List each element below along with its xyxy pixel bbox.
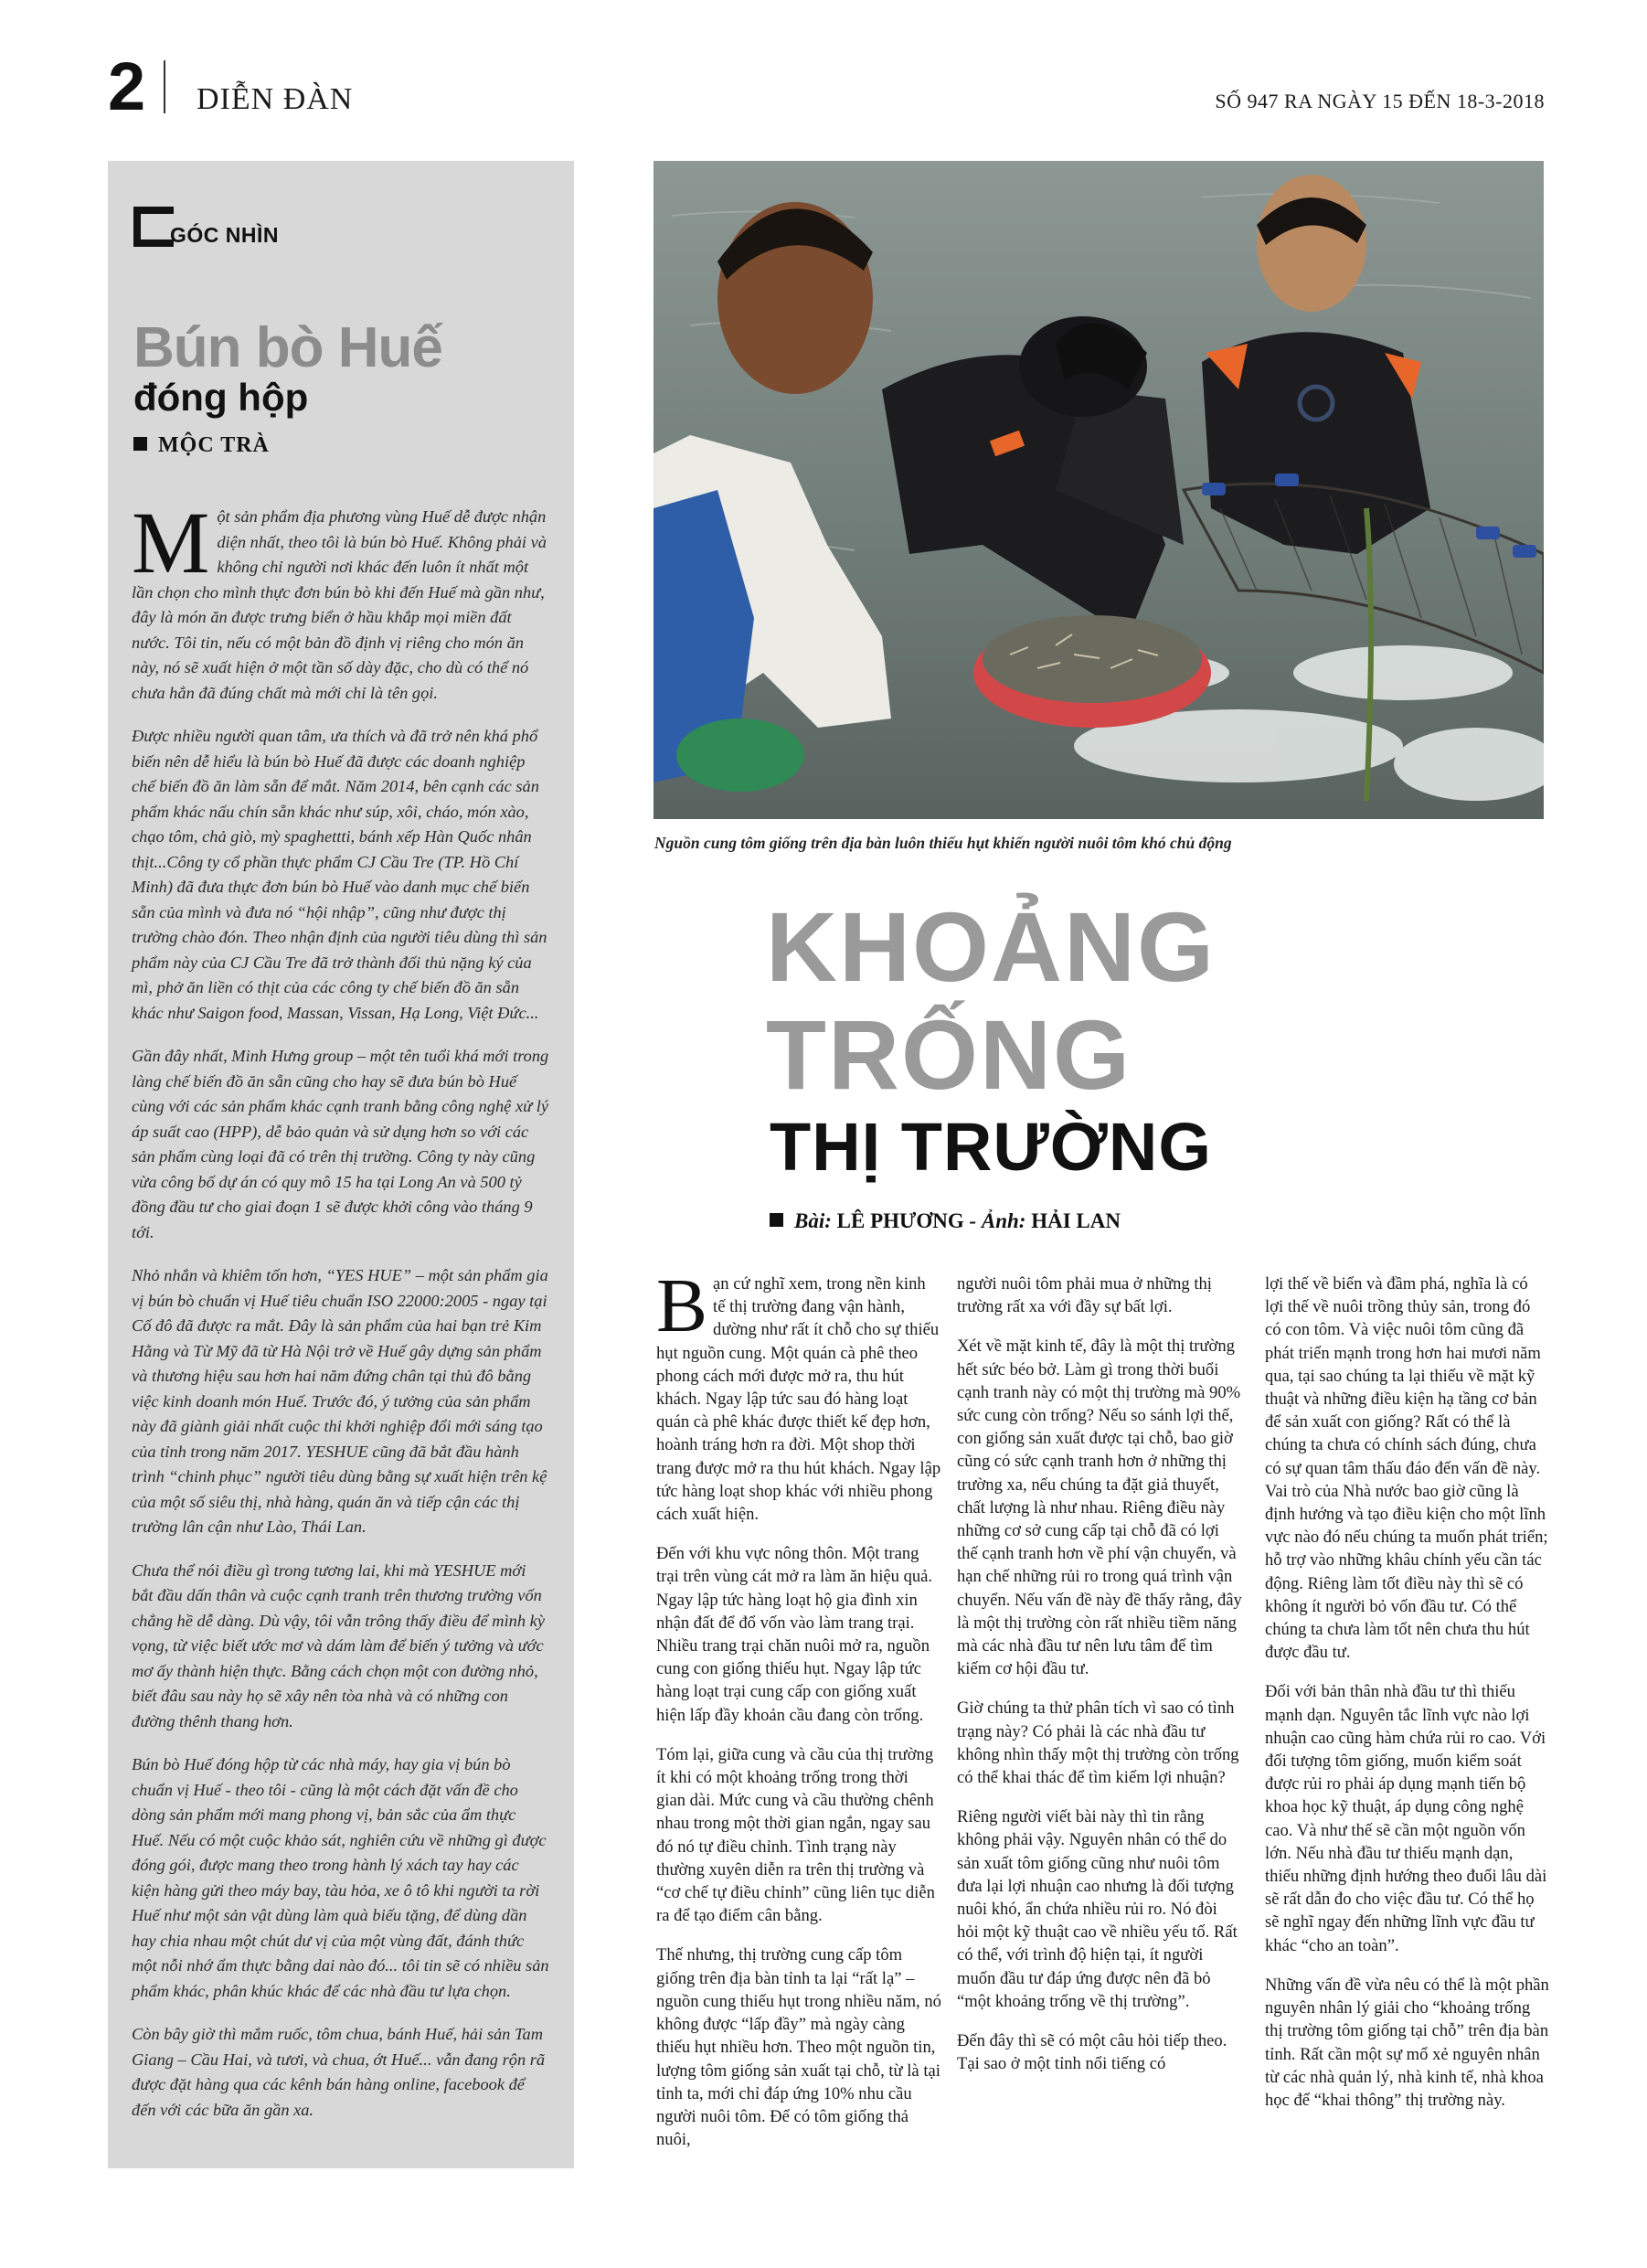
- header-divider: [164, 60, 165, 113]
- article-paragraph: Xét về mặt kinh tế, đây là một thị trường hết sức béo bở. Làm gì trong thời buổi cạnh tranh này có một thị trường mà 90% sức cung còn trống? Nếu so sánh lợi thế, con giống sản xuất được tại chỗ, bao giờ cũng có sức cạnh tranh hơn ở những thị trường xa, nếu chúng ta đặt giả thuyết, chất lượng là như nhau. Riêng điều này những cơ sở cung cấp tại chỗ đã có lợi thế cạnh tranh hơn về phí vận chuyển, và hạn chế những rủi ro trong quá trình vận chuyển. Nếu vấn đề này đề thấy rằng, đây là một thị trường còn rất nhiều tiềm năng mà các nhà đầu tư nên lưu tâm để tìm kiếm cơ hội đầu tư.: [957, 1336, 1242, 1679]
- article-paragraph: Riêng người viết bài này thì tin rằng không phải vậy. Nguyên nhân có thể do sản xuất tôm giống cũng như nuôi tôm đưa lại lợi nhuận cao nhưng là đối tượng nuôi khó, ẩn chứa nhiều rủi ro. Nó đòi hỏi một kỹ thuật cao về nhiều yếu tố. Rất có thể, với trình độ hiện tại, ít người muốn đầu tư đáp ứng được nên đã bỏ “một khoảng trống về thị trường”.: [957, 1807, 1238, 2011]
- square-bullet-icon: [770, 1213, 783, 1227]
- sidebar-paragraph: Nhỏ nhắn và khiêm tốn hơn, “YES HUE” – một sản phẩm gia vị bún bò chuẩn vị Huế tiêu chuẩn ISO 22000:2005 - ngay tại Cố đô đã được ra mắt. Đây là sản phẩm của hai bạn trẻ Kim Hằng và Từ Mỹ đã từ Hà Nội trở về Huế gây dựng sản phẩm và thương hiệu sau hơn hai năm đứng chân tại thủ đô bằng việc kinh doanh món Huế. Trước đó, ý tưởng của sản phẩm này đã giành giải nhất cuộc thi khởi nghiệp đổi mới sáng tạo của tỉnh trong năm 2017. YESHUE cũng đã bắt đầu hành trình “chinh phục” người tiêu dùng bằng sự xuất hiện trên kệ của một số siêu thị, nhà hàng, quán ăn và tiếp cận các thị trường lân cận như Lào, Thái Lan.: [132, 1266, 548, 1536]
- headline-line-3: THỊ TRƯỜNG: [770, 1109, 1212, 1185]
- sidebar-author-name: MỘC TRÀ: [158, 433, 270, 457]
- article-paragraph: người nuôi tôm phải mua ở những thị trường rất xa với đầy sự bất lợi.: [957, 1274, 1212, 1317]
- article-column-1: [656, 1263, 941, 2167]
- byline-photographer: HẢI LAN: [1031, 1209, 1121, 1232]
- headline-line-1: KHOẢNG: [766, 891, 1216, 1002]
- sidebar-title: Bún bò Huế: [133, 316, 442, 379]
- article-paragraph: Đối với bản thân nhà đầu tư thì thiếu mạnh dạn. Nguyên tắc lĩnh vực nào lợi nhuận cao cũng hàm chứa rủi ro cao. Với đối tượng tôm giống, muốn kiểm soát được rủi ro phải áp dụng mạnh tiến bộ khoa học kỹ thuật, áp dụng công nghệ cao. Và như thế sẽ cần một nguồn vốn lớn. Nếu nhà đầu tư thiếu mạnh dạn, thiếu những định hướng theo đuổi lâu dài sẽ rất dẫn đo cho việc đầu tư. Có thể họ sẽ nghĩ ngay đến những lĩnh vực đầu tư khác “cho an toàn”.: [1265, 1682, 1547, 1955]
- sidebar-paragraph: [132, 494, 550, 706]
- sidebar-paragraph: Gần đây nhất, Minh Hưng group – một tên tuổi khá mới trong làng chế biến đồ ăn sẵn cũng cho hay sẽ đưa bún bò Huế cùng với các sản phẩm khác cạnh tranh bằng công nghệ xử lý áp suất cao (HPP), dễ bảo quản và sử dụng hơn so với các sản phẩm cùng loại đã có trên thị trường. Công ty này cũng vừa công bố dự án có quy mô 15 ha tại Long An và 500 tỷ đồng đầu tư cho giai đoạn 1 sẽ được khởi công vào tháng 9 tới.: [132, 1047, 549, 1241]
- byline-label: - Ảnh:: [969, 1209, 1026, 1232]
- sidebar-body: [132, 494, 550, 2141]
- square-bullet-icon: [133, 437, 147, 451]
- article-paragraph: Thế nhưng, thị trường cung cấp tôm giống trên địa bàn tỉnh ta lại “rất lạ” – nguồn cung thiếu hụt trong nhiều năm, nó không được “lấp đầy” mà ngày càng thiếu hụt nhiều hơn. Theo một nguồn tin, lượng tôm giống sản xuất tại chỗ, từ là tại tỉnh ta, mới chỉ đáp ứng 10% nhu cầu người nuôi tôm. Để có tôm giống thả nuôi,: [656, 1945, 941, 2150]
- article-paragraph: Tóm lại, giữa cung và cầu của thị trường ít khi có một khoảng trống trong thời gian dài. Mức cung và cầu thường chênh nhau trong một thời gian ngắn, ngay sau đó nó tự điều chỉnh. Tình trạng này thường xuyên diễn ra trên thị trường và “cơ chế tự điều chỉnh” cũng liên tục diễn ra để tạo điểm cân bằng.: [656, 1744, 935, 1926]
- byline-author: LÊ PHƯƠNG: [836, 1209, 964, 1232]
- sidebar-paragraph-text: ột sản phẩm địa phương vùng Huế dễ được nhận diện nhất, theo tôi là bún bò Huế. Không phải và không chỉ người nơi khác đến luôn ít nhất một lần chọn cho mình thực đơn bún bò khi đến Huế mà gần như, đây là món ăn được trưng biển ở hầu khắp mọi miền đất nước. Tôi tin, nếu có một bản đồ định vị riêng cho món ăn này, nó sẽ xuất hiện ở một tần số dày đặc, cho dù có thể nó chưa hẳn đã đúng chất mà mới chỉ là tên gọi.: [132, 507, 547, 702]
- headline-line-2: TRỐNG: [766, 999, 1132, 1110]
- byline: [770, 1209, 1121, 1233]
- article-paragraph: Giờ chúng ta thử phân tích vì sao có tình trạng này? Có phải là các nhà đầu tư không nhìn thấy một thị trường còn trống có thể khai thác để tìm kiếm lợi nhuận?: [957, 1698, 1239, 1788]
- article-paragraph-text: ạn cứ nghĩ xem, trong nền kinh tế thị trường đang vận hành, dường như rất ít chỗ cho sự thiếu hụt nguồn cung. Một quán cà phê theo phong cách mới được mở ra, thu hút khách. Ngay lập tức sau đó hàng loạt quán cà phê khác được thiết kế đẹp hơn, hoành tráng hơn ra đời. Một shop thời trang được mở ra thu hút khách. Ngay lập tức hàng loạt shop khác với nhiều phong cách xuất hiện.: [656, 1274, 941, 1525]
- article-column-3: [1265, 1272, 1550, 2128]
- photo-caption: Nguồn cung tôm giống trên địa bàn luôn thiếu hụt khiến người nuôi tôm khó chủ động: [654, 834, 1232, 852]
- article-photo: [653, 161, 1544, 819]
- sidebar-paragraph: Chưa thể nói điều gì trong tương lai, khi mà YESHUE mới bắt đầu dấn thân và cuộc cạnh tranh trên thương trường vốn chẳng hề dễ dàng. Dù vậy, tôi vẫn trông thấy điều để mình kỳ vọng, từ việc biết ước mơ và dám làm để biến ý tưởng và ước mơ ấy thành hiện thực. Bằng cách chọn một con đường nhỏ, biết đâu sau này họ sẽ xây nên tòa nhà và có những con đường thênh thang hơn.: [132, 1560, 545, 1730]
- section-title: DIỄN ĐÀN: [197, 82, 354, 116]
- sidebar-subtitle: đóng hộp: [133, 376, 309, 419]
- page-number: 2: [108, 48, 146, 124]
- article-column-2: [957, 1272, 1242, 2092]
- sidebar-author: [133, 433, 270, 458]
- article-paragraph: Đến đây thì sẽ có một câu hỏi tiếp theo. Tại sao ở một tỉnh nổi tiếng có: [957, 2031, 1227, 2074]
- byline-label: Bài:: [794, 1209, 832, 1232]
- issue-info: SỐ 947 RA NGÀY 15 ĐẾN 18-3-2018: [1215, 90, 1545, 112]
- drop-cap: B: [656, 1263, 708, 1348]
- drop-cap: M: [132, 494, 210, 591]
- sidebar-paragraph: Còn bây giờ thì mắm ruốc, tôm chua, bánh Huế, hải sản Tam Giang – Cầu Hai, và tươi, và chua, ớt Huế... vẫn đang rộn rã được đặt hàng qua các kênh bán hàng online, facebook để đến với các bữa ăn gần xa.: [132, 2025, 546, 2119]
- bracket-icon: [133, 207, 174, 247]
- article-paragraph: lợi thế về biển và đầm phá, nghĩa là có lợi thế về nuôi trồng thủy sản, trong đó có con tôm. Và việc nuôi tôm cũng đã phát triển mạnh trong hơn hai mươi năm qua, tại sao chúng ta lại thiếu về mặt kỹ thuật và những điều kiện hạ tầng cơ bản để sản xuất con giống? Rất có thể là chúng ta chưa có chính sách đúng, chưa có sự quan tâm thấu đáo đến vấn đề này. Vai trò của Nhà nước bao giờ cũng là định hướng và tạo điều kiện cho một lĩnh vực nào đó nếu chúng ta muốn phát triển; hỗ trợ vào những khâu chính yếu cần tác động. Riêng làm tốt điều này thì sẽ có không ít người bỏ vốn đầu tư. Có thể chúng ta chưa làm tốt nên chưa thu hút được đầu tư.: [1265, 1274, 1548, 1663]
- article-paragraph: Những vấn đề vừa nêu có thể là một phần nguyên nhân lý giải cho “khoảng trống thị trường tôm giống tại chỗ” trên địa bàn tỉnh. Rất cần một sự mổ xẻ nguyên nhân từ các nhà quản lý, nhà kinh tế, nhà khoa học để “khai thông” thị trường này.: [1265, 1975, 1549, 2110]
- article-paragraph: [656, 1263, 941, 1526]
- sidebar-paragraph: Được nhiều người quan tâm, ưa thích và đã trở nên khá phổ biến nên dễ hiểu là bún bò Huế đã được các doanh nghiệp chế biến đồ ăn làm sẵn để mắt. Năm 2014, bên cạnh các sản phẩm khác nấu chín sẵn khác như súp, xôi, cháo, món xào, chạo tôm, chả giò, mỳ spaghettti, bánh xếp Hàn Quốc nhân thịt...Công ty cổ phần thực phẩm CJ Cầu Tre (TP. Hồ Chí Minh) đã đưa thực đơn bún bò Huế vào danh mục chế biến sẵn của mình và đưa nó “hội nhập”, cũng như được thị trường chào đón. Theo nhận định của người tiêu dùng thì sản phẩm này của CJ Cầu Tre đã trở thành đối thủ nặng ký của mì, phở ăn liền có thịt của các công ty chế biến đồ ăn sẵn khác như Saigon food, Massan, Vissan, Hạ Long, Việt Đức...: [132, 727, 547, 1022]
- sidebar-label: GÓC NHÌN: [170, 223, 279, 247]
- sidebar-paragraph: Bún bò Huế đóng hộp từ các nhà máy, hay gia vị bún bò chuẩn vị Huế - theo tôi - cũng là một cách đặt vấn đề cho dòng sản phẩm mới mang phong vị, bản sắc của ẩm thực Huế. Nếu có một cuộc khảo sát, nghiên cứu về những gì được đóng gói, được mang theo trong hành lý xách tay hay các kiện hàng gửi theo máy bay, tàu hỏa, xe ô tô khi người ta rời Huế như một sản vật dùng làm quà biếu tặng, để dùng dần hay chia nhau một chút dư vị của một vùng đất, đánh thức một nỗi nhớ ẩm thực bằng dai nào đó... tôi tin sẽ có nhiều sản phẩm khác, phân khúc khác để các nhà đầu tư lựa chọn.: [132, 1755, 549, 2000]
- article-paragraph: Đến với khu vực nông thôn. Một trang trại trên vùng cát mở ra làm ăn hiệu quả. Ngay lập tức hàng loạt hộ gia đình xin nhận đất để đổ vốn vào làm trang trại. Nhiều trang trại chăn nuôi mở ra, nguồn cung con giống thiếu hụt. Ngay lập tức hàng loạt trại cung cấp con giống xuất hiện lấp đầy khoản cầu đang còn trống.: [656, 1544, 933, 1725]
